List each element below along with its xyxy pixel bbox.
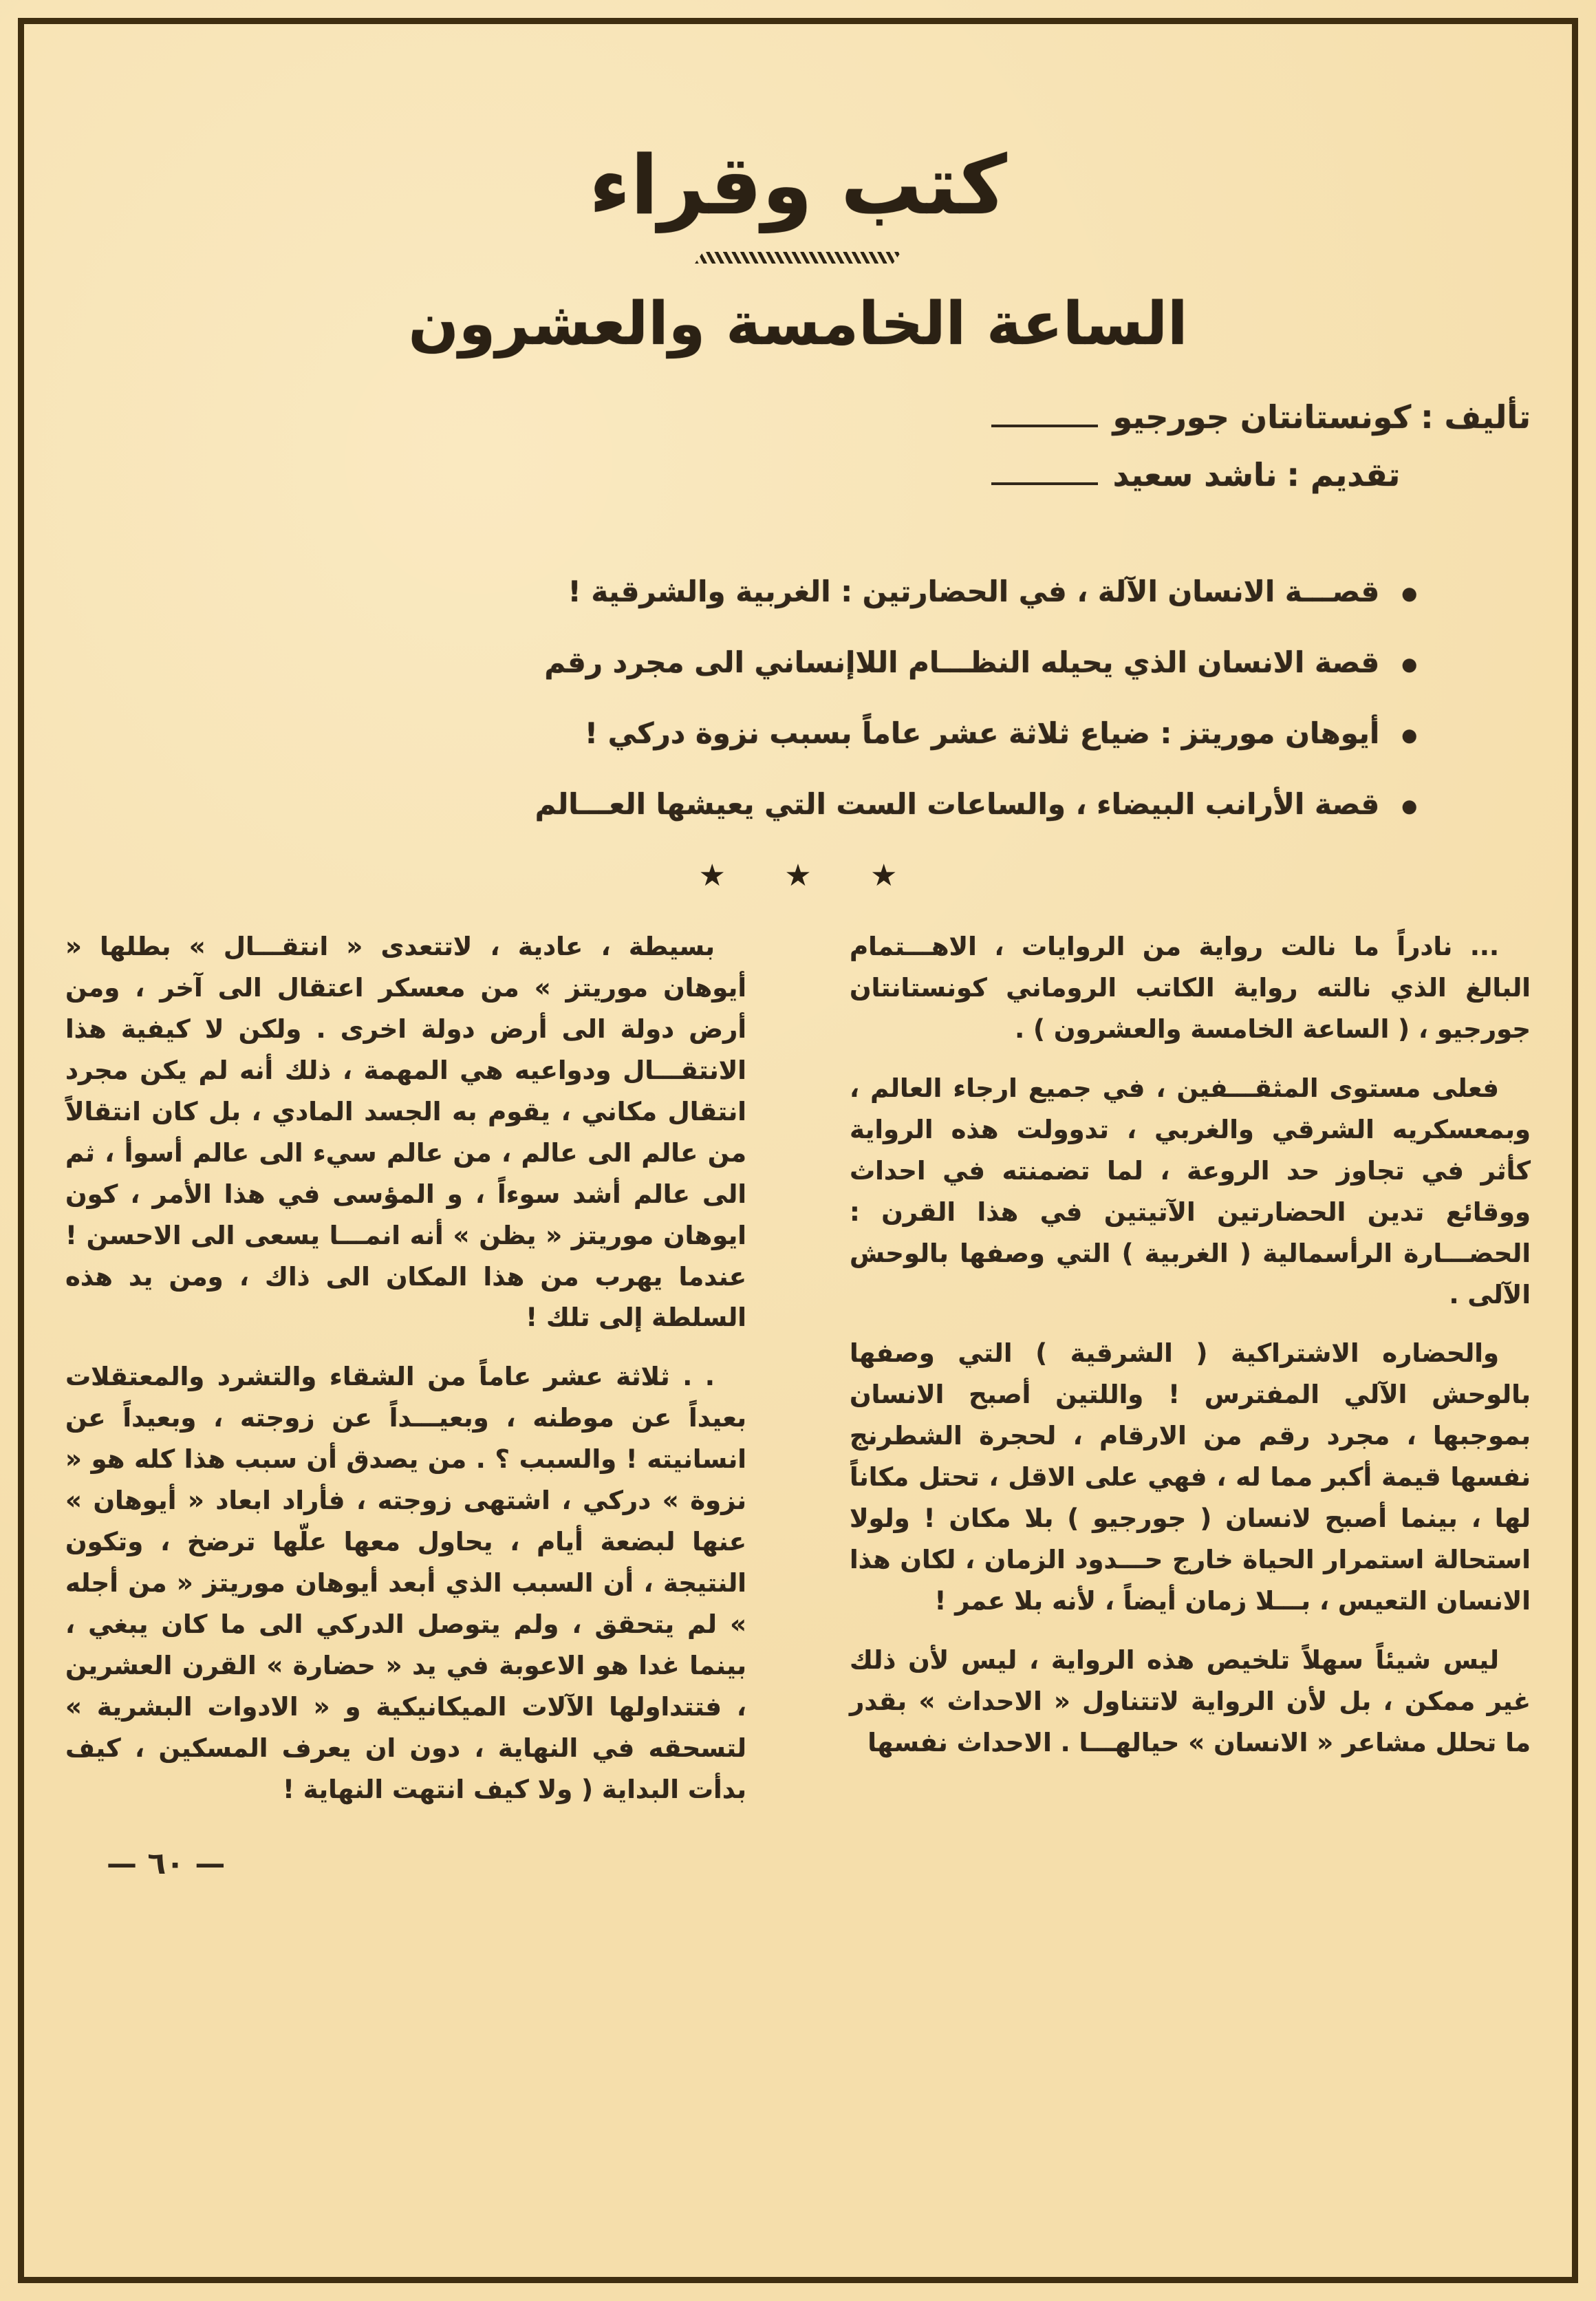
bullet-icon: ● <box>1401 584 1417 604</box>
author-credit <box>1113 398 1531 436</box>
list-item-text: قصة الانسان الذي يحيله النظـــام اللاإنساني الى مجرد رقم <box>544 645 1380 679</box>
author-label: تأليف : <box>1421 398 1531 436</box>
article-columns <box>65 926 1531 1828</box>
highlights-list <box>65 575 1417 821</box>
presenter-label: تقديم : <box>1286 456 1401 493</box>
column-left <box>65 926 746 1828</box>
stars-separator: ★ ★ ★ <box>698 858 898 893</box>
list-item <box>65 787 1417 821</box>
list-item <box>65 645 1417 679</box>
column-right <box>850 926 1531 1828</box>
list-item <box>65 575 1417 608</box>
blank-line <box>991 482 1098 485</box>
bullet-icon: ● <box>1401 725 1417 746</box>
bullet-icon: ● <box>1401 654 1417 675</box>
page-number: — ٦٠ — <box>107 1845 226 1881</box>
author-name: كونستانتان جورجيو <box>1112 398 1412 436</box>
section-title: كتب وقراء <box>589 138 1007 233</box>
bullet-icon: ● <box>1401 796 1417 817</box>
hatched-divider <box>695 252 901 264</box>
credit-row-presenter <box>991 456 1401 493</box>
credit-row-author <box>991 398 1531 436</box>
paragraph: فعلى مستوى المثقـــفين ، في جميع ارجاء العالم ، وبمعسكريه الشرقي والغربي ، تدوولت هذه الرواية كأثر في تجاوز حد الروعة ، لما تضمنته في احداث ووقائع تدين الحضارتين الآتيتين في هذا القرن : الحضـــارة الرأسمالية ( الغربية ) التي وصفها بالوحش الآلى . <box>850 1073 1531 1309</box>
credits-block <box>991 398 1531 514</box>
presenter-credit <box>1113 456 1401 493</box>
presenter-name: ناشد سعيد <box>1112 456 1277 493</box>
paragraph: والحضاره الاشتراكية ( الشرقية ) التي وصفها بالوحش الآلي المفترس ! واللتين أصبح الانسان بموجبها ، مجرد رقم من الارقام ، لحجرة الشطرنج نفسها قيمة أكبر مما له ، فهي على الاقل ، تحتل مكاناً لها ، بينما أصبح لانسان ( جورجيو ) بلا مكان ! ولولا استحالة استمرار الحياة خارج حـــدود الزمان ، لكان هذا الانسان التعيس ، بـــلا زمان أيضاً ، لأنه بلا عمر ! <box>850 1338 1531 1616</box>
paragraph: بسيطة ، عادية ، لاتتعدى « انتقـــال » بطلها « أيوهان موريتز » من معسكر اعتقال الى آخر ، ومن أرض دولة الى أرض دولة اخرى . ولكن لا كيفية هذا الانتقـــال ودواعيه هي المهمة ، ذلك أنه لم يكن مجرد انتقال مكاني ، يقوم به الجسد المادي ، بل كان انتقالاً من عالم الى عالم ، من عالم سيء الى عالم أسوأ ، ثم الى عالم أشد سوءاً ، و المؤسى في هذا الأمر ، كون ايوهان موريتز « يظن » أنه انمـــا يسعى الى الاحسن ! عندما يهرب من هذا المكان الى ذاك ، ومن يد هذه السلطة إلى تلك ! <box>65 932 746 1333</box>
list-item-text: قصـــة الانسان الآلة ، في الحضارتين : الغربية والشرقية ! <box>568 575 1380 608</box>
paragraph: ... نادراً ما نالت رواية من الروايات ، الاهـــتمام البالغ الذي نالته رواية الكاتب الروماني كونستانتان جورجيو ، ( الساعة الخامسة والعشرون ) . <box>850 932 1531 1044</box>
list-item <box>65 716 1417 750</box>
paragraph: ليس شيئاً سهلاً تلخيص هذه الرواية ، ليس لأن ذلك غير ممكن ، بل لأن الرواية لاتتناول « الاحداث » بقدر ما تحلل مشاعر « الانسان » حيالهـــا . الاحداث نفسها <box>850 1645 1531 1757</box>
list-item-text: أيوهان موريتز : ضياع ثلاثة عشر عاماً بسبب نزوة دركي ! <box>584 716 1380 750</box>
paragraph: . . ثلاثة عشر عاماً من الشقاء والتشرد والمعتقلات بعيداً عن موطنه ، وبعيـــداً عن زوجته ، وبعيداً عن انسانيته ! والسبب ؟ . من يصدق أن سبب هذا كله هو « نزوة » دركي ، اشتهى زوجته ، فأراد ابعاد « أيوهان » عنها لبضعة أيام ، يحاول معها علّها ترضخ ، وتكون النتيجة ، أن السبب الذي أبعد أيوهان موريتز « من أجله » لم يتحقق ، ولم يتوصل الدركي الى ما كان يبغي ، بينما غدا هو الاعوبة في يد « حضارة » القرن العشرين ، فتتداولها الآلات الميكانيكية و « الادوات البشرية » لتسحقه في النهاية ، دون ان يعرف المسكين ، كيف بدأت البداية ( ولا كيف انتهت النهاية ! <box>65 1362 746 1804</box>
book-title: الساعة الخامسة والعشرون <box>408 290 1188 358</box>
list-item-text: قصة الأرانب البيضاء ، والساعات الست التي يعيشها العـــالم <box>535 787 1380 821</box>
blank-line <box>991 425 1098 427</box>
